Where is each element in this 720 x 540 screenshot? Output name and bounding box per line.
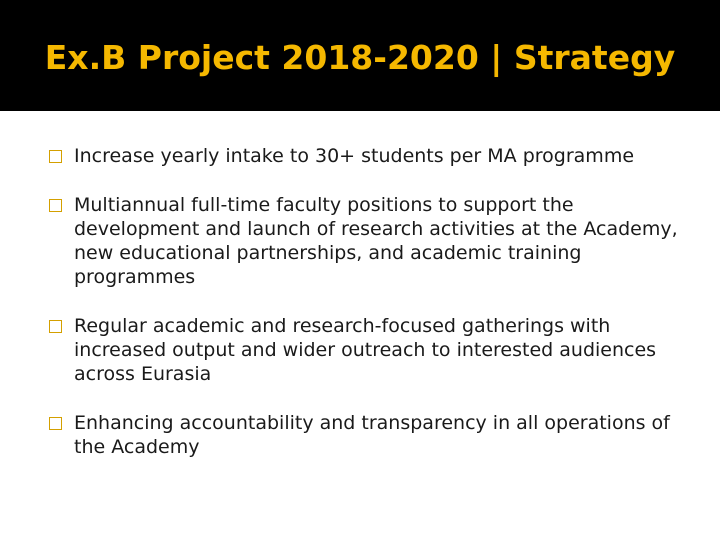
slide-title: Ex.B Project 2018-2020 | Strategy <box>44 38 676 77</box>
bullet-text: Enhancing accountability and transparency in all operations of the Academy <box>74 412 670 458</box>
bullet-text: Multiannual full-time faculty positions to support the development and launch of research activities at the Academy, new educational partnerships, and academic training programmes <box>74 194 678 288</box>
square-bullet-icon <box>49 417 62 430</box>
bullet-item <box>48 144 688 168</box>
square-bullet-icon <box>49 150 62 163</box>
bullet-list <box>48 144 688 484</box>
bullet-item <box>48 193 688 289</box>
square-bullet-icon <box>49 199 62 212</box>
bullet-item <box>48 314 688 386</box>
bullet-text: Increase yearly intake to 30+ students per MA programme <box>74 145 635 167</box>
square-bullet-icon <box>49 320 62 333</box>
bullet-item <box>48 411 688 459</box>
bullet-text: Regular academic and research-focused gatherings with increased output and wider outreach to interested audiences across Eurasia <box>74 315 657 385</box>
title-bar <box>0 0 720 111</box>
